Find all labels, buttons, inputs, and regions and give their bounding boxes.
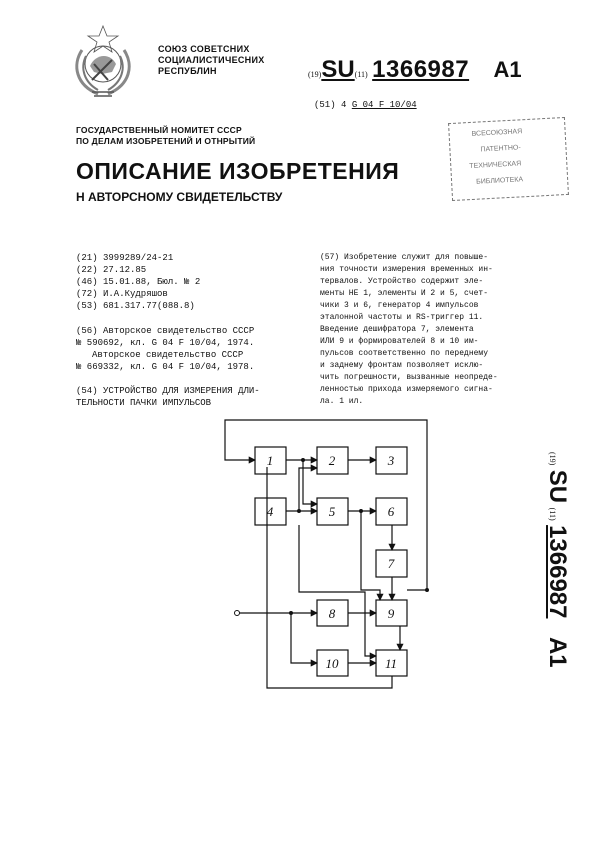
- country-code-tag: (19): [308, 70, 322, 79]
- block-label-11: 11: [384, 656, 398, 671]
- block-label-5: 5: [328, 504, 336, 519]
- document-title: ОПИСАНИЕ ИЗОБРЕТЕНИЯ: [76, 158, 400, 184]
- number-tag: (11): [354, 70, 368, 79]
- document-subtitle: Н АВТОРСНОМУ СВИДЕТЕЛЬСТВУ: [76, 190, 283, 204]
- stamp-line-4: БИБЛИОТЕКА: [475, 176, 524, 186]
- biblio-filing-date: (22) 27.12.85: [76, 265, 147, 275]
- block-diagram: [215, 412, 445, 702]
- publication-number: [308, 56, 522, 84]
- country-name-block: [158, 44, 265, 77]
- reference-line: (56) Авторское свидетельство СССР: [76, 326, 255, 336]
- side-country: SU: [544, 469, 571, 504]
- abstract: [320, 252, 498, 408]
- block-label-1: 1: [266, 453, 274, 468]
- country-code: SU: [321, 56, 355, 83]
- block-label-3: 3: [387, 453, 395, 468]
- kind-code: A1: [493, 57, 522, 82]
- side-number-tag: (11): [548, 507, 557, 521]
- cited-references: [76, 325, 254, 373]
- patent-number: 1366987: [372, 56, 470, 83]
- committee-name: [76, 125, 255, 147]
- block-label-6: 6: [387, 504, 395, 519]
- ipc-code: G 04 F 10/04: [351, 100, 417, 110]
- ussr-emblem-icon: [62, 20, 144, 102]
- stamp-line-2: ПАТЕНТНО-: [480, 144, 521, 154]
- abstract-line: и заднему фронтам позволяет исклю-: [320, 361, 484, 370]
- reference-line: № 590692, кл. G 04 F 10/04, 1974.: [76, 338, 255, 348]
- biblio-publication-date: (46) 15.01.88, Бюл. № 2: [76, 277, 201, 287]
- side-number: 1366987: [544, 525, 571, 619]
- abstract-line: ния точности измерения временных ин-: [320, 265, 493, 274]
- reference-line: Авторское свидетельство СССР: [92, 350, 244, 360]
- abstract-line: чики 3 и 6, генератор 4 импульсов: [320, 301, 479, 310]
- biblio-udc: (53) 681.317.77(088.8): [76, 301, 195, 311]
- ipc-tag: (51) 4: [314, 100, 347, 110]
- invention-title-line-1: (54) УСТРОЙСТВО ДЛЯ ИЗМЕРЕНИЯ ДЛИ-: [76, 386, 260, 396]
- biblio-inventor: (72) И.А.Кудряшов: [76, 289, 168, 299]
- block-label-4: 4: [266, 504, 274, 519]
- abstract-line: ла. 1 ил.: [320, 397, 364, 406]
- library-stamp: [448, 117, 569, 201]
- invention-title: [76, 385, 260, 409]
- abstract-line: менты НЕ 1, элементы И 2 и 5, счет-: [320, 289, 489, 298]
- committee-line-2: ПО ДЕЛАМ ИЗОБРЕТЕНИЙ И ОТНРЫТИЙ: [76, 136, 256, 146]
- block-label-9: 9: [387, 606, 395, 621]
- ipc-class: [314, 100, 417, 110]
- side-kind: A1: [544, 636, 571, 668]
- invention-title-line-2: ТЕЛЬНОСТИ ПАЧКИ ИМПУЛЬСОВ: [76, 398, 212, 408]
- abstract-line: тервалов. Устройство содержит эле-: [320, 277, 484, 286]
- block-label-8: 8: [328, 606, 336, 621]
- abstract-line: ИЛИ 9 и формирователей 8 и 10 им-: [320, 337, 479, 346]
- biblio-application-number: (21) 3999289/24-21: [76, 253, 174, 263]
- bibliographic-data: [76, 252, 200, 312]
- country-name-line-3: РЕСПУБЛИН: [158, 66, 217, 76]
- committee-line-1: ГОСУДАРСТВЕННЫЙ НОМИТЕТ СССР: [76, 125, 242, 135]
- stamp-line-3: ТЕХНИЧЕСКАЯ: [469, 160, 522, 171]
- abstract-line: чить погрешности, вызванные неопреде-: [320, 373, 498, 382]
- country-name-line-2: СОЦИАЛИСТИЧЕСНИХ: [158, 55, 265, 65]
- reference-line: № 669332, кл. G 04 F 10/04, 1978.: [76, 362, 255, 372]
- abstract-line: ленностью прихода измеряемого сигна-: [320, 385, 493, 394]
- abstract-line: пульсов соответственно по переднему: [320, 349, 489, 358]
- abstract-line: (57) Изобретение служит для повыше-: [320, 253, 489, 262]
- block-label-10: 10: [325, 656, 339, 671]
- block-label-2: 2: [328, 453, 336, 468]
- stamp-line-1: ВСЕСОЮЗНАЯ: [471, 128, 523, 138]
- abstract-line: эталонной частоты и RS-триггер 11.: [320, 313, 484, 322]
- side-publication-code: [535, 452, 575, 692]
- abstract-line: Введение дешифратора 7, элемента: [320, 325, 474, 334]
- country-name-line-1: СОЮЗ СОВЕТСНИХ: [158, 44, 250, 54]
- block-label-7: 7: [387, 556, 395, 571]
- side-country-tag: (19): [548, 452, 557, 466]
